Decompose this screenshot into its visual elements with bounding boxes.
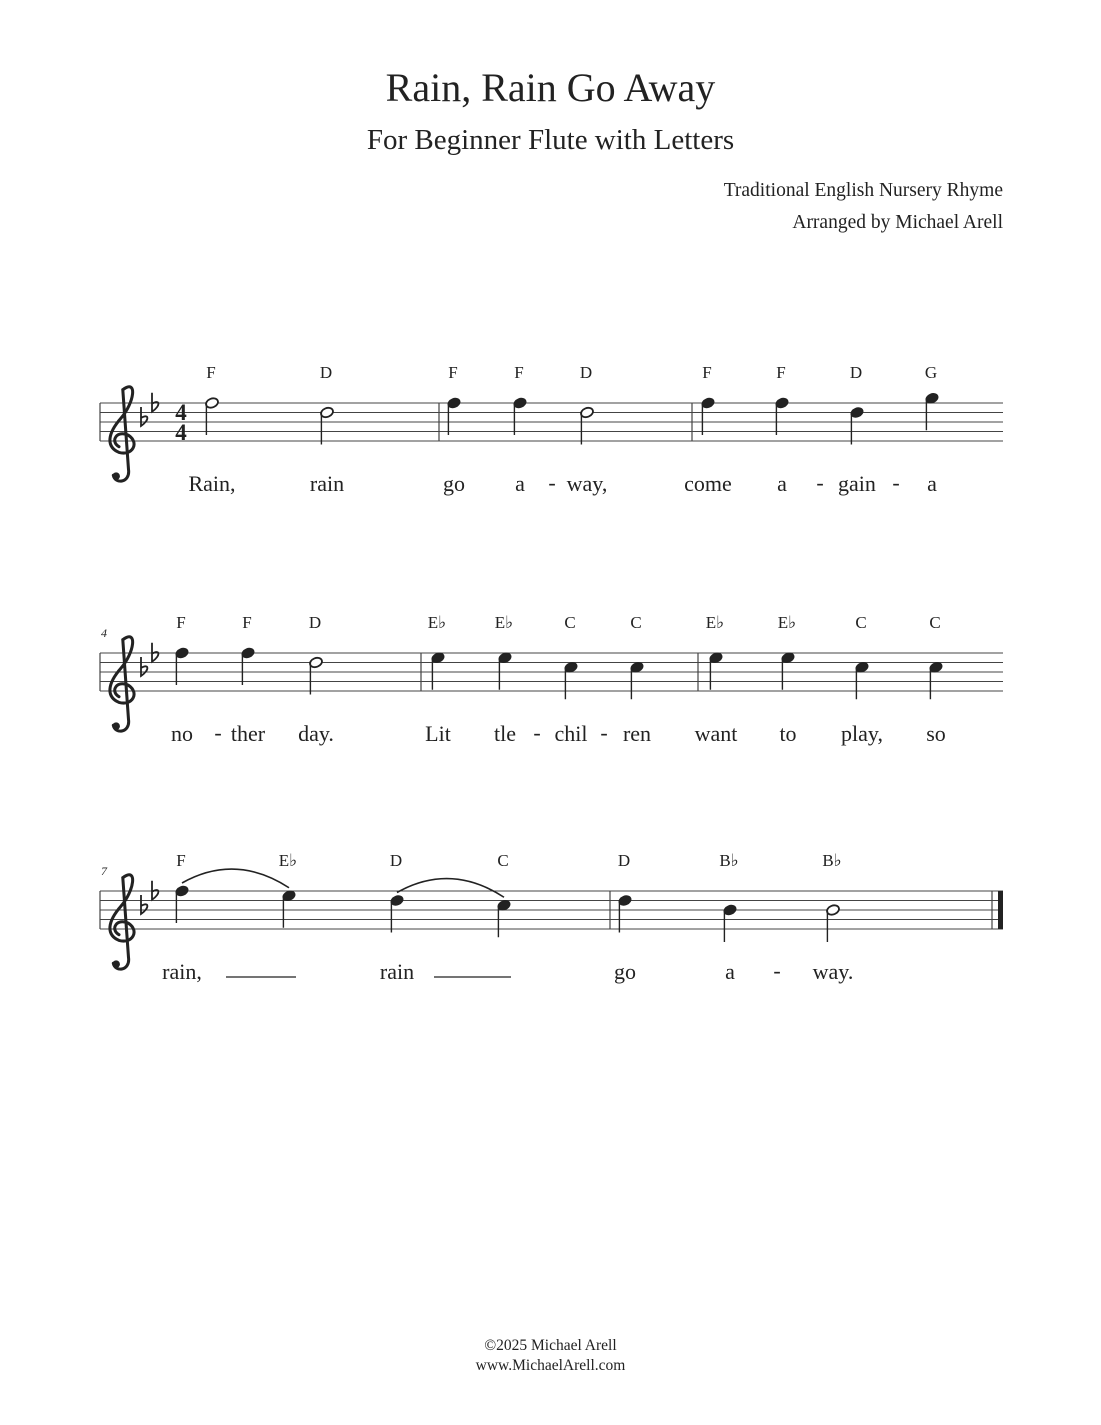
note-letter-label: C <box>497 851 509 870</box>
key-signature-flat-icon <box>152 393 158 412</box>
note-letter-label: B♭ <box>719 851 739 870</box>
lyric-syllable: way. <box>812 959 854 984</box>
lyric-syllable: Lit <box>425 721 451 746</box>
lyric-syllable: go <box>614 959 636 984</box>
lyric-syllable: no <box>171 721 193 746</box>
note-letter-label: D <box>579 363 593 382</box>
key-signature-flat-icon <box>141 407 147 426</box>
lyric-hyphen: - <box>600 720 608 745</box>
lyric-syllable: way, <box>566 471 608 496</box>
note-letter-label: F <box>176 851 186 870</box>
measure-number: 7 <box>101 864 107 878</box>
composer-credit: Traditional English Nursery Rhyme <box>723 180 1003 201</box>
lyric-syllable: rain, <box>162 959 202 984</box>
treble-clef-icon <box>110 387 134 481</box>
note-letter-label: B♭ <box>822 851 842 870</box>
note-letter-label: F <box>514 363 524 382</box>
final-barline-thick <box>998 891 1003 929</box>
lyric-hyphen: - <box>773 958 781 983</box>
key-signature-flat-icon <box>152 881 158 900</box>
note-letter-label: G <box>924 363 938 382</box>
website-text: www.MichaelArell.com <box>475 1357 626 1374</box>
lyric-syllable: play, <box>841 721 883 746</box>
lyric-syllable: ther <box>230 721 266 746</box>
slur <box>182 869 289 888</box>
note-letter-label: F <box>176 613 186 632</box>
subtitle: For Beginner Flute with Letters <box>366 124 735 156</box>
lyric-syllable: day. <box>298 721 334 746</box>
key-signature-flat-icon <box>152 643 158 662</box>
slur <box>397 879 504 898</box>
lyric-syllable: a <box>725 959 735 984</box>
note-letter-label: F <box>242 613 252 632</box>
lyric-hyphen: - <box>214 720 222 745</box>
lyric-hyphen: - <box>533 720 541 745</box>
lyric-hyphen: - <box>892 470 900 495</box>
note-letter-label: E♭ <box>705 613 725 632</box>
note-letter-label: D <box>308 613 322 632</box>
note-letter-label: F <box>702 363 712 382</box>
lyric-syllable: ren <box>622 721 652 746</box>
lyric-hyphen: - <box>548 470 556 495</box>
note-letter-label: D <box>319 363 333 382</box>
lyric-syllable: come <box>684 471 732 496</box>
note-letter-label: C <box>564 613 576 632</box>
note-letter-label: E♭ <box>494 613 514 632</box>
lyric-syllable: chil <box>554 721 588 746</box>
lyric-syllable: Rain, <box>188 471 236 496</box>
note-letter-label: C <box>630 613 642 632</box>
lyric-syllable: want <box>694 721 738 746</box>
arranger-credit: Arranged by Michael Arell <box>792 212 1003 233</box>
note-letter-label: F <box>206 363 216 382</box>
lyric-syllable: tle <box>494 721 516 746</box>
lyric-syllable: go <box>443 471 465 496</box>
note-letter-label: D <box>849 363 863 382</box>
lyric-syllable: rain <box>379 959 415 984</box>
note-letter-label: D <box>617 851 631 870</box>
time-signature-bottom: 4 <box>175 420 187 445</box>
note-letter-label: D <box>389 851 403 870</box>
key-signature-flat-icon <box>141 895 147 914</box>
note-letter-label: C <box>929 613 941 632</box>
time-signature-top: 4 <box>175 400 187 425</box>
note-letter-label: E♭ <box>777 613 797 632</box>
note-letter-label: E♭ <box>427 613 447 632</box>
copyright-text: ©2025 Michael Arell <box>484 1337 617 1354</box>
treble-clef-icon <box>110 875 134 969</box>
treble-clef-icon <box>110 637 134 731</box>
key-signature-flat-icon <box>141 657 147 676</box>
note-letter-label: C <box>855 613 867 632</box>
note-letter-label: F <box>448 363 458 382</box>
note-letter-label: E♭ <box>278 851 298 870</box>
measure-number: 4 <box>101 626 107 640</box>
lyric-syllable: a <box>927 471 937 496</box>
lyric-syllable: a <box>777 471 787 496</box>
note-letter-label: F <box>776 363 786 382</box>
title: Rain, Rain Go Away <box>385 65 716 110</box>
lyric-syllable: so <box>926 721 946 746</box>
lyric-syllable: a <box>515 471 525 496</box>
lyric-syllable: to <box>779 721 797 746</box>
lyric-hyphen: - <box>816 470 824 495</box>
lyric-syllable: gain <box>838 471 876 496</box>
lyric-syllable: rain <box>309 471 345 496</box>
